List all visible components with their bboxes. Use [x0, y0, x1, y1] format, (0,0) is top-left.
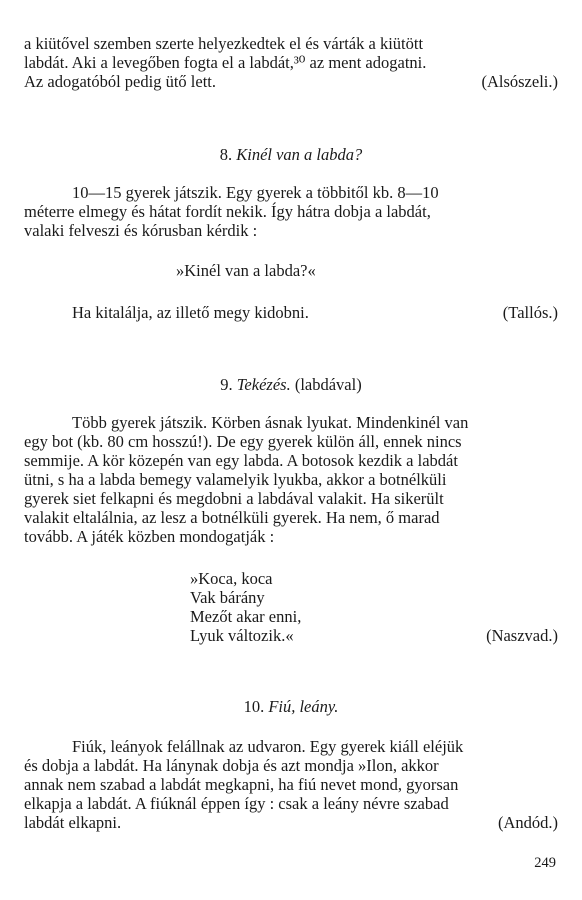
paragraph-line: labdát. Aki a levegőben fogta el a labdát,³⁰ az ment adogatni.	[24, 53, 427, 72]
paragraph-line: 10—15 gyerek játszik. Egy gyerek a többitől kb. 8—10	[72, 183, 439, 202]
source-attribution: (Tallós.)	[502, 303, 558, 322]
verse-line: Vak bárány	[190, 588, 265, 607]
verse-line: »Koca, koca	[190, 569, 273, 588]
paragraph-line: valakit eltalálnia, az lesz a botnélküli gyerek. Ha nem, ő marad	[24, 508, 440, 527]
section-subtitle: (labdával)	[294, 375, 362, 394]
paragraph-line: labdát elkapni.	[24, 813, 122, 832]
paragraph-line: Több gyerek játszik. Körben ásnak lyukat. Mindenkinél van	[72, 413, 469, 432]
section-number: 8.	[219, 145, 233, 164]
paragraph-line: Fiúk, leányok felállnak az udvaron. Egy gyerek kiáll eléjük	[72, 737, 464, 756]
section-title: Kinél van a labda?	[236, 145, 363, 164]
paragraph-line: Az adogatóból pedig ütő lett.	[24, 72, 216, 91]
section-number: 9.	[220, 375, 233, 394]
section-heading	[0, 698, 582, 716]
paragraph-line: Ha kitalálja, az illető megy kidobni.	[72, 303, 309, 322]
paragraph-line: a kiütővel szemben szerte helyezkedtek el és várták a kiütött	[24, 34, 424, 53]
paragraph-line: és dobja a labdát. Ha lánynak dobja és azt mondja »Ilon, akkor	[24, 756, 439, 775]
verse-line: Mezőt akar enni,	[190, 607, 302, 626]
section-heading	[0, 376, 582, 394]
section-title: Tekézés.	[236, 375, 291, 394]
section-heading	[0, 146, 582, 164]
paragraph-line: méterre elmegy és hátat fordít nekik. Így hátra dobja a labdát,	[24, 202, 431, 221]
page-number: 249	[534, 855, 556, 871]
paragraph-line: ütni, s ha a labda bemegy valamelyik lyukba, akkor a botnélküli	[24, 470, 447, 489]
quoted-question: »Kinél van a labda?«	[176, 261, 316, 280]
paragraph-line: gyerek siet felkapni és megdobni a labdával valakit. Ha sikerült	[24, 489, 444, 508]
source-attribution: (Andód.)	[497, 813, 558, 832]
paragraph-line: elkapja a labdát. A fiúknál éppen így : csak a leány névre szabad	[24, 794, 449, 813]
section-number: 10.	[243, 697, 265, 716]
source-attribution: (Naszvad.)	[486, 626, 558, 645]
paragraph-line: valaki felveszi és kórusban kérdik :	[24, 221, 258, 240]
paragraph-line: annak nem szabad a labdát megkapni, ha fiú nevet mond, gyorsan	[24, 775, 459, 794]
source-attribution: (Alsószeli.)	[481, 72, 558, 91]
paragraph-line: egy bot (kb. 80 cm hosszú!). De egy gyerek külön áll, ennek nincs	[24, 432, 462, 451]
paragraph-line: tovább. A játék közben mondogatják :	[24, 527, 275, 546]
section-title: Fiú, leány.	[268, 697, 339, 716]
paragraph-line: semmije. A kör közepén van egy labda. A botosok kezdik a labdát	[24, 451, 458, 470]
verse-line: Lyuk változik.«	[190, 626, 294, 645]
